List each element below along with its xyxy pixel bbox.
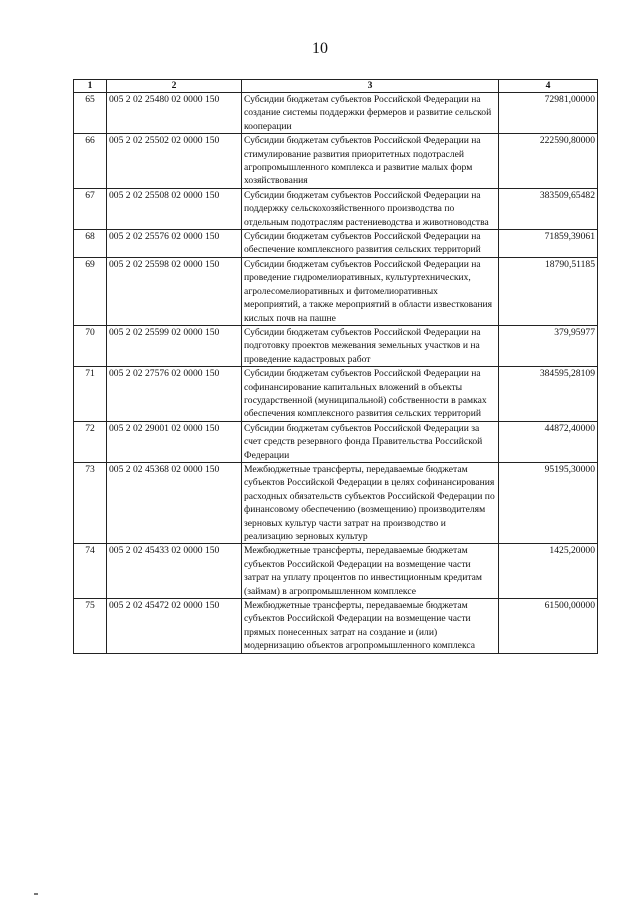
budget-code-cell: 005 2 02 27576 02 0000 150 — [107, 367, 242, 422]
amount-cell: 95195,30000 — [499, 462, 598, 543]
description-cell: Субсидии бюджетам субъектов Российской Федерации за счет средств резервного фонда Правительства Российской Федерации — [242, 421, 499, 462]
table-row — [74, 462, 598, 543]
table-row — [74, 134, 598, 189]
row-number-cell: 65 — [74, 93, 107, 134]
table-row — [74, 257, 598, 325]
table-row — [74, 544, 598, 599]
description-cell: Субсидии бюджетам субъектов Российской Федерации на стимулирование развития приоритетных подотраслей агропромышленного комплекса и развитие малых форм хозяйствования — [242, 134, 499, 189]
page-number: 10 — [312, 40, 328, 57]
description-cell: Субсидии бюджетам субъектов Российской Федерации на поддержку сельскохозяйственного производства по отдельным подотраслям растениеводства и животноводства — [242, 188, 499, 229]
budget-code-cell: 005 2 02 25480 02 0000 150 — [107, 93, 242, 134]
table-row — [74, 599, 598, 654]
amount-cell: 44872,40000 — [499, 421, 598, 462]
header-col-3: 3 — [242, 80, 499, 93]
budget-code-cell: 005 2 02 45472 02 0000 150 — [107, 599, 242, 654]
table-body — [74, 93, 598, 654]
row-number-cell: 73 — [74, 462, 107, 543]
description-cell: Субсидии бюджетам субъектов Российской Федерации на подготовку проектов межевания земельных участков и на проведение кадастровых работ — [242, 325, 499, 366]
table-row — [74, 421, 598, 462]
budget-code-cell: 005 2 02 25576 02 0000 150 — [107, 230, 242, 258]
amount-cell: 18790,51185 — [499, 257, 598, 325]
row-number-cell: 72 — [74, 421, 107, 462]
amount-cell: 72981,00000 — [499, 93, 598, 134]
budget-code-cell: 005 2 02 25598 02 0000 150 — [107, 257, 242, 325]
amount-cell: 383509,65482 — [499, 188, 598, 229]
row-number-cell: 71 — [74, 367, 107, 422]
description-cell: Субсидии бюджетам субъектов Российской Федерации на обеспечение комплексного развития сельских территорий — [242, 230, 499, 258]
table-row — [74, 93, 598, 134]
header-col-1: 1 — [74, 80, 107, 93]
amount-cell: 1425,20000 — [499, 544, 598, 599]
amount-cell: 61500,00000 — [499, 599, 598, 654]
table-row — [74, 325, 598, 366]
description-cell: Субсидии бюджетам субъектов Российской Федерации на софинансирование капитальных вложений в объекты государственной (муниципальной) собственности в рамках обеспечения комплексного развития сельских территорий — [242, 367, 499, 422]
description-cell: Субсидии бюджетам субъектов Российской Федерации на проведение гидромелиоративных, культуртехнических, агролесомелиоративных и фитомелиоративных мероприятий, а также мероприятий в области известкования кислых почв на пашне — [242, 257, 499, 325]
description-cell: Межбюджетные трансферты, передаваемые бюджетам субъектов Российской Федерации на возмещение части затрат на уплату процентов по инвестиционным кредитам (займам) в агропромышленном комплексе — [242, 544, 499, 599]
table-header-row — [74, 80, 598, 93]
amount-cell: 384595,28109 — [499, 367, 598, 422]
budget-code-cell: 005 2 02 29001 02 0000 150 — [107, 421, 242, 462]
budget-code-cell: 005 2 02 25599 02 0000 150 — [107, 325, 242, 366]
row-number-cell: 69 — [74, 257, 107, 325]
row-number-cell: 70 — [74, 325, 107, 366]
amount-cell: 71859,39061 — [499, 230, 598, 258]
description-cell: Межбюджетные трансферты, передаваемые бюджетам субъектов Российской Федерации на возмещение части прямых понесенных затрат на создание и (или) модернизацию объектов агропромышленного комплекса — [242, 599, 499, 654]
row-number-cell: 74 — [74, 544, 107, 599]
description-cell: Субсидии бюджетам субъектов Российской Федерации на создание системы поддержки фермеров и развитие сельской кооперации — [242, 93, 499, 134]
header-col-4: 4 — [499, 80, 598, 93]
budget-code-cell: 005 2 02 45368 02 0000 150 — [107, 462, 242, 543]
budget-code-cell: 005 2 02 45433 02 0000 150 — [107, 544, 242, 599]
header-col-2: 2 — [107, 80, 242, 93]
row-number-cell: 67 — [74, 188, 107, 229]
table-row — [74, 367, 598, 422]
budget-table — [73, 79, 598, 654]
description-cell: Межбюджетные трансферты, передаваемые бюджетам субъектов Российской Федерации в целях софинансирования расходных обязательств субъектов Российской Федерации по финансовому обеспечению (возмещению) производителям зерновых культур части затрат на производство и реализацию зерновых культур — [242, 462, 499, 543]
table-row — [74, 188, 598, 229]
row-number-cell: 75 — [74, 599, 107, 654]
row-number-cell: 68 — [74, 230, 107, 258]
row-number-cell: 66 — [74, 134, 107, 189]
scan-artifact — [34, 893, 38, 895]
amount-cell: 222590,80000 — [499, 134, 598, 189]
table-row — [74, 230, 598, 258]
budget-code-cell: 005 2 02 25502 02 0000 150 — [107, 134, 242, 189]
amount-cell: 379,95977 — [499, 325, 598, 366]
budget-code-cell: 005 2 02 25508 02 0000 150 — [107, 188, 242, 229]
